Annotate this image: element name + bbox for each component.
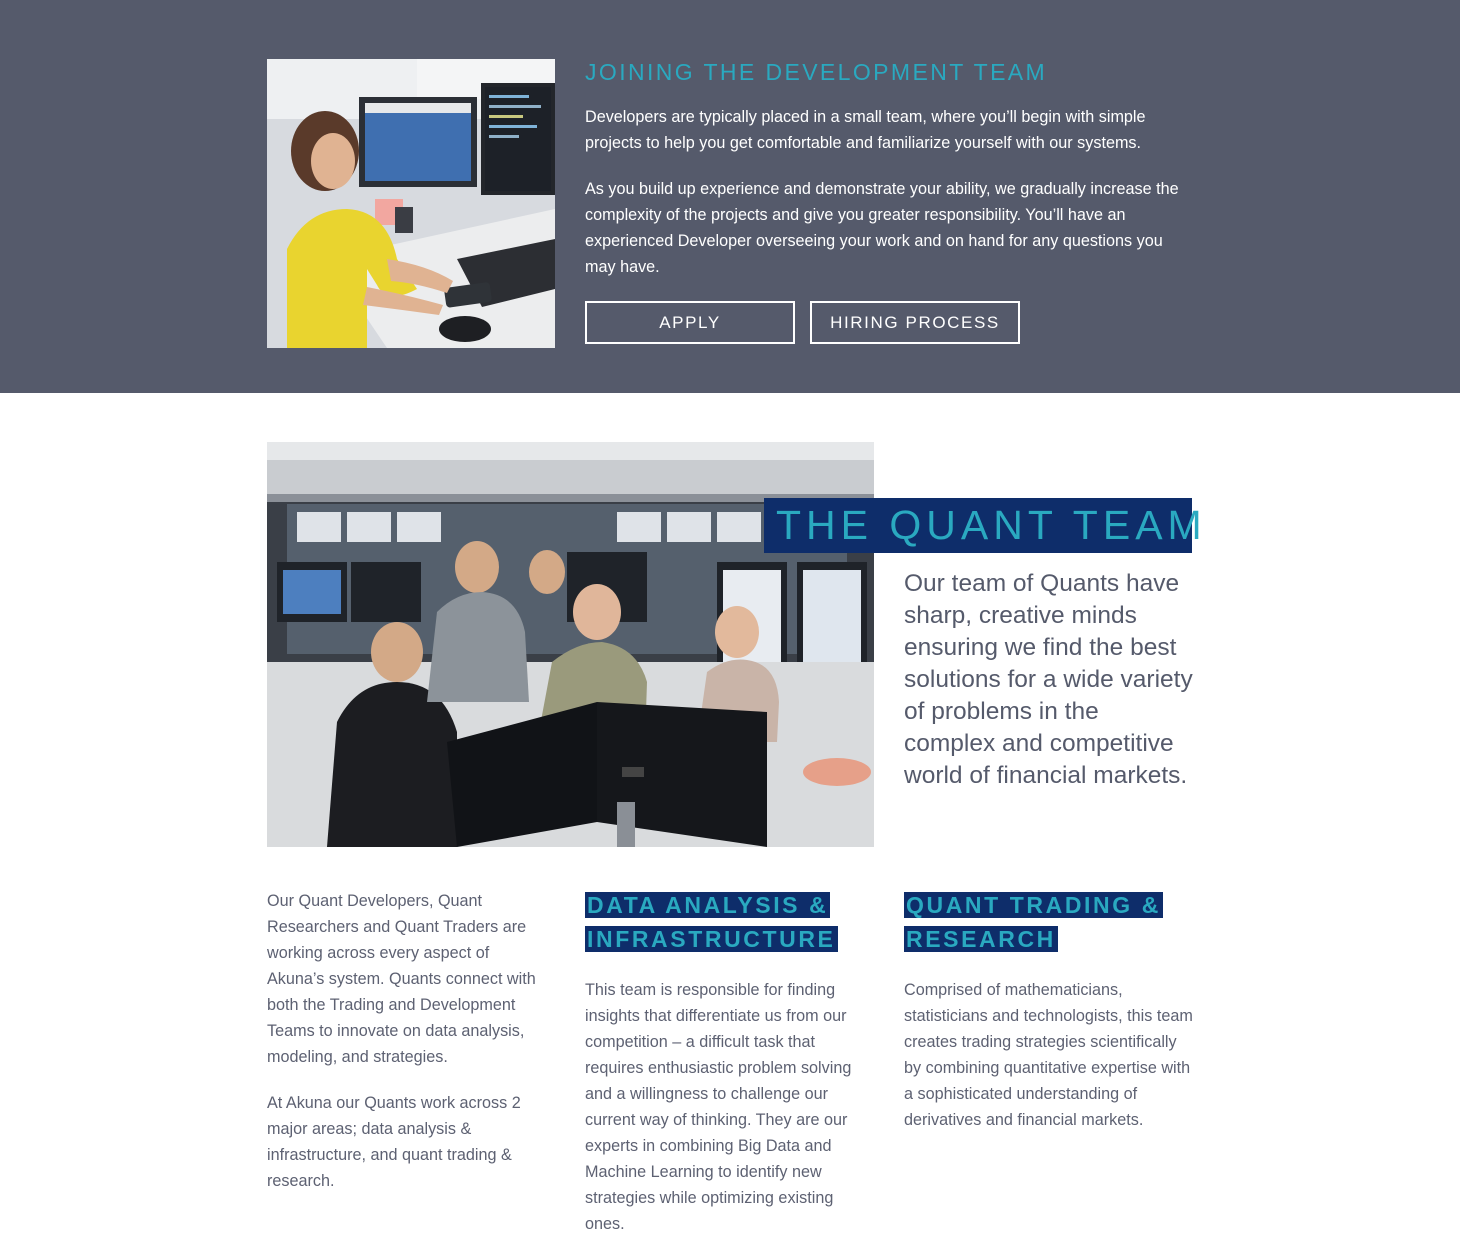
quant-trading-heading-line-1: QUANT TRADING &: [906, 892, 1161, 918]
quant-intro-paragraph-1: Our Quant Developers, Quant Researchers and Quant Traders are working across every aspect of Akuna’s system. Quants connect with both the Trading and Development Teams to innovate on data analysis, modeling, and strategies.: [267, 892, 536, 1066]
development-team-section: [0, 0, 1460, 393]
data-analysis-heading: [585, 888, 875, 956]
data-analysis-column: [585, 888, 875, 1237]
quant-trading-text: Comprised of mathematicians, statisticians and technologists, this team creates trading strategies scientifically by combining quantitative expertise with a sophisticated understanding of derivatives and financial markets.: [904, 981, 1193, 1129]
developer-at-workstation-photo: [267, 59, 555, 348]
quant-trading-heading: [904, 888, 1194, 956]
development-title: JOINING THE DEVELOPMENT TEAM: [585, 59, 1048, 85]
data-analysis-heading-line-1: DATA ANALYSIS &: [587, 892, 829, 918]
quant-team-lead: Our team of Quants have sharp, creative minds ensuring we find the best solutions for a wide variety of problems in the complex and competitive world of financial markets.: [904, 570, 1193, 789]
quant-team-heading: THE QUANT TEAM: [764, 498, 1192, 553]
development-paragraph-1: Developers are typically placed in a small team, where you’ll begin with simple projects to help you get comfortable and familiarize yourself with our systems.: [585, 108, 1146, 152]
apply-button[interactable]: APPLY: [585, 301, 795, 344]
quant-trading-column: [904, 888, 1194, 1133]
development-paragraph-2: As you build up experience and demonstrate your ability, we gradually increase the complexity of the projects and give you greater responsibility. You’ll have an experienced Developer overseeing your work and on hand for any questions you may have.: [585, 180, 1179, 276]
data-analysis-heading-line-2: INFRASTRUCTURE: [587, 926, 836, 952]
quant-trading-heading-line-2: RESEARCH: [906, 926, 1056, 952]
hiring-process-button[interactable]: HIRING PROCESS: [810, 301, 1020, 344]
quant-intro-column: [267, 888, 549, 1194]
quant-intro-paragraph-2: At Akuna our Quants work across 2 major areas; data analysis & infrastructure, and quant trading & research.: [267, 1094, 521, 1190]
data-analysis-text: This team is responsible for finding insights that differentiate us from our competition – a difficult task that requires enthusiastic problem solving and a willingness to challenge our current way of thinking. They are our experts in combining Big Data and Machine Learning to identify new strategies while optimizing existing ones.: [585, 981, 852, 1233]
development-text-block: [585, 58, 1190, 280]
